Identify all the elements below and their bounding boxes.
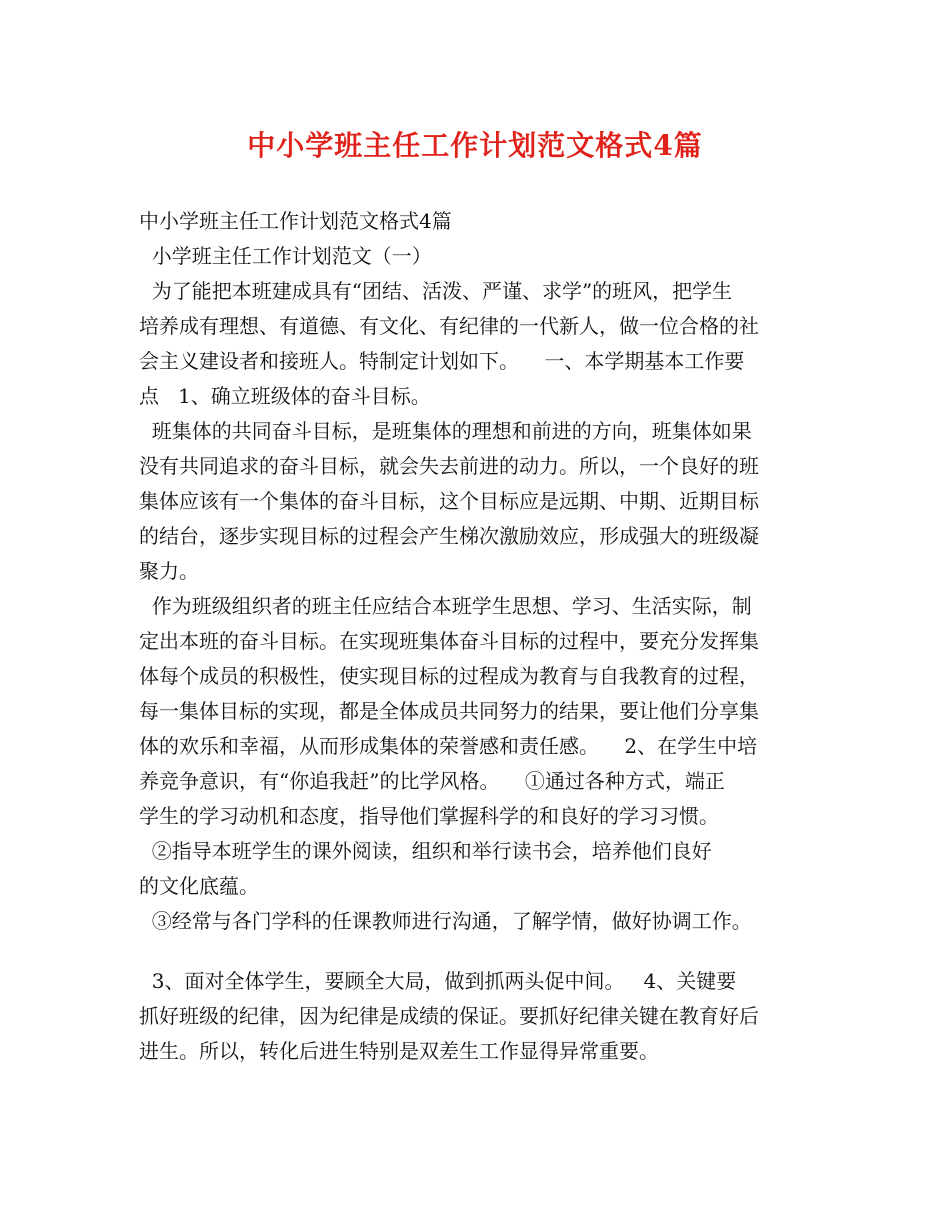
body-line: 学生的学习动机和态度，指导他们掌握科学的和良好的学习习惯。 [139,804,719,828]
body-line: 抓好班级的纪律，因为纪律是成绩的保证。要抓好纪律关键在教育好后 [139,1004,759,1028]
body-line: 中小学班主任工作计划范文格式4篇 [139,209,452,233]
body-line: 养竞争意识，有“你追我赶”的比学风格。 ①通过各种方式，端正 [139,769,725,793]
body-line: 培养成有理想、有道德、有文化、有纪律的一代新人，做一位合格的社 [139,314,759,338]
body-line: 为了能把本班建成具有“团结、活泼、严谨、求学”的班风，把学生 [139,279,733,303]
document-title: 中小学班主任工作计划范文格式4篇 [247,129,703,162]
body-line: 体的欢乐和幸福，从而形成集体的荣誉感和责任感。 2、在学生中培 [139,734,758,758]
body-line: ③经常与各门学科的任课教师进行沟通，了解学情，做好协调工作。 [139,909,752,933]
body-line: 定出本班的奋斗目标。在实现班集体奋斗目标的过程中，要充分发挥集 [139,629,759,653]
body-line: 没有共同追求的奋斗目标，就会失去前进的动力。所以，一个良好的班 [139,454,759,478]
body-line: 作为班级组织者的班主任应结合本班学生思想、学习、生活实际，制 [139,594,752,618]
body-line: 3、面对全体学生，要顾全大局，做到抓两头促中间。 4、关键要 [139,969,737,993]
body-line: 会主义建设者和接班人。特制定计划如下。 一、本学期基本工作要 [139,349,745,373]
body-line: 每一集体目标的实现，都是全体成员共同努力的结果，要让他们分享集 [139,699,759,723]
document-body [139,204,819,1069]
paragraph-gap [139,939,819,964]
body-line: 的结台，逐步实现目标的过程会产生梯次激励效应，形成强大的班级凝 [139,524,759,548]
body-line: 班集体的共同奋斗目标，是班集体的理想和前进的方向，班集体如果 [139,419,752,443]
body-line: 的文化底蕴。 [139,874,259,898]
body-line: 体每个成员的积极性，使实现目标的过程成为教育与自我教育的过程， [139,664,759,688]
body-line: 点 1、确立班级体的奋斗目标。 [139,384,431,408]
body-line: 小学班主任工作计划范文（一） [139,244,432,268]
body-line: 进生。所以，转化后进生特别是双差生工作显得异常重要。 [139,1039,659,1063]
body-line: 集体应该有一个集体的奋斗目标，这个目标应是远期、中期、近期目标 [139,489,759,513]
body-line: ②指导本班学生的课外阅读，组织和举行读书会，培养他们良好 [139,839,712,863]
body-line: 聚力。 [139,559,199,583]
